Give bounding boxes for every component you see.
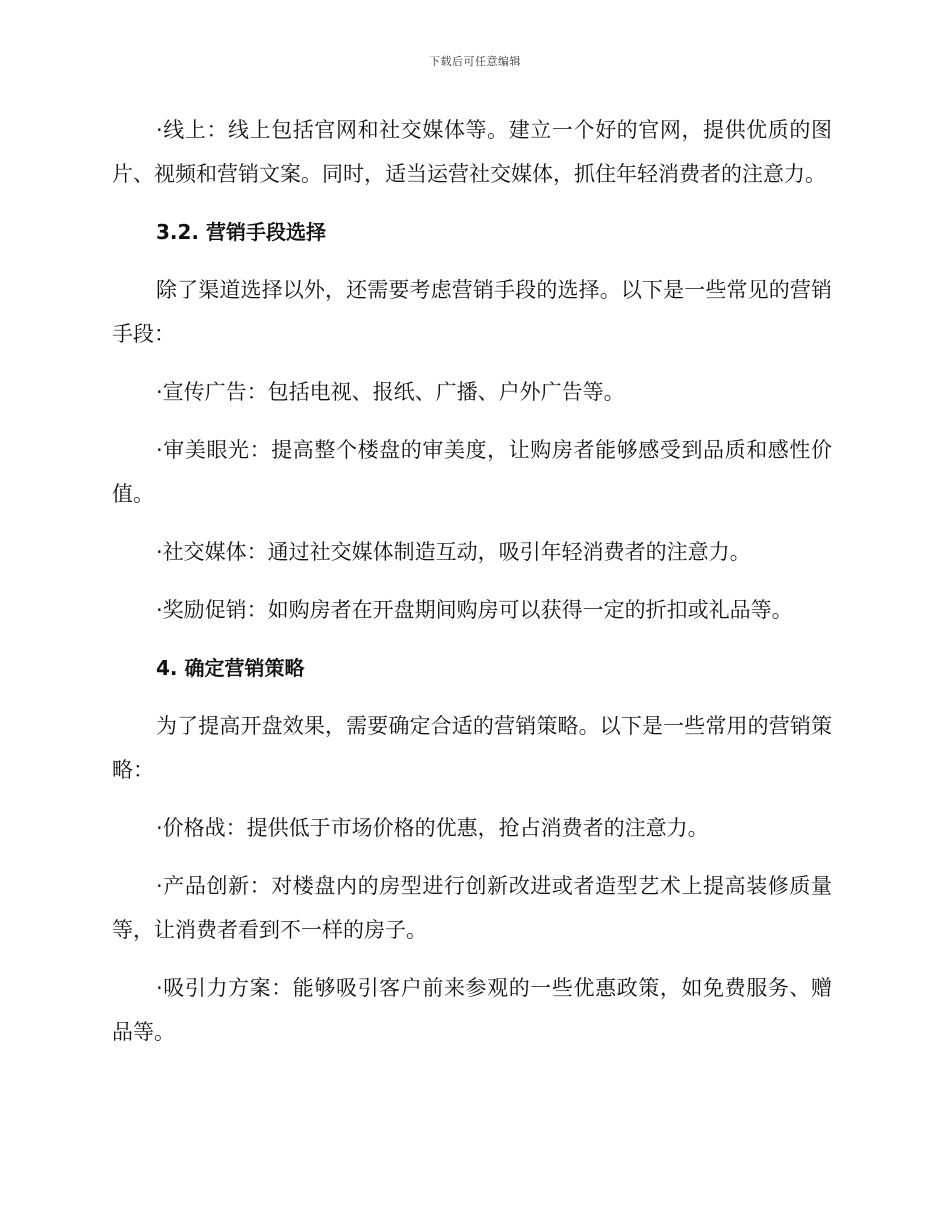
- section-heading-marketing-means: 3.2. 营销手段选择: [156, 220, 326, 244]
- list-item-advertising: ·宣传广告：包括电视、报纸、广播、户外广告等。: [156, 380, 625, 404]
- list-item-product-innovation: ·产品创新：对楼盘内的房型进行创新改进或者造型艺术上提高装修质量等，让消费者看到不一样的房子。: [112, 874, 832, 942]
- list-item-price-war: ·价格战：提供低于市场价格的优惠，抢占消费者的注意力。: [156, 816, 709, 840]
- section-heading-strategy: 4. 确定营销策略: [156, 656, 305, 680]
- list-item-attraction-plan: ·吸引力方案：能够吸引客户前来参观的一些优惠政策，如免费服务、赠品等。: [112, 976, 832, 1044]
- paragraph-online-channel: ·线上：线上包括官网和社交媒体等。建立一个好的官网，提供优质的图片、视频和营销文案。同时，适当运营社交媒体，抓住年轻消费者的注意力。: [112, 118, 832, 186]
- paragraph-means-intro: 除了渠道选择以外，还需要考虑营销手段的选择。以下是一些常见的营销手段：: [112, 278, 832, 346]
- list-item-social-media: ·社交媒体：通过社交媒体制造互动，吸引年轻消费者的注意力。: [156, 540, 751, 564]
- page-header-note: 下载后可任意编辑: [429, 55, 521, 68]
- list-item-aesthetics: ·审美眼光：提高整个楼盘的审美度，让购房者能够感受到品质和感性价值。: [112, 438, 832, 506]
- paragraph-strategy-intro: 为了提高开盘效果，需要确定合适的营销策略。以下是一些常用的营销策略：: [112, 714, 832, 782]
- list-item-promotion: ·奖励促销：如购房者在开盘期间购房可以获得一定的折扣或礼品等。: [156, 598, 793, 622]
- document-body: [112, 108, 832, 1054]
